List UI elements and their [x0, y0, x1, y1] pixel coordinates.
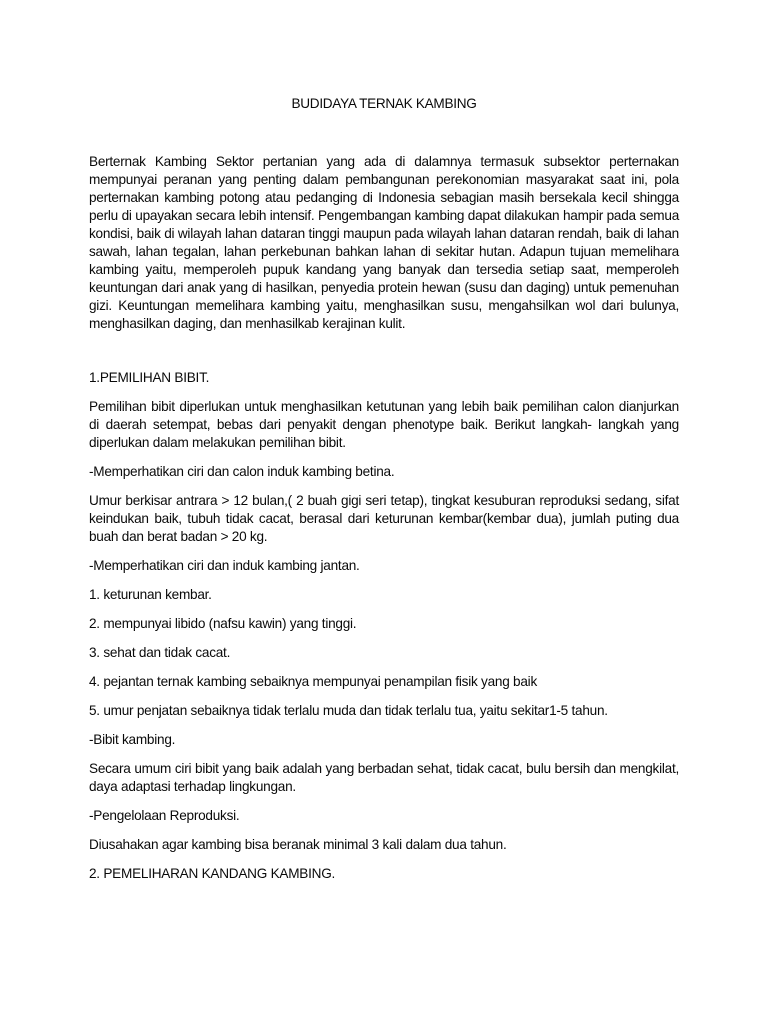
- section-2-heading: 2. PEMELIHARAN KANDANG KAMBING.: [89, 866, 336, 881]
- section-1-intro-paragraph: Pemilihan bibit diperlukan untuk menghasilkan ketutunan yang lebih baik pemilihan calon dianjurkan di daerah setempat, bebas dari penyakit dengan phenotype baik. Berikut langkah- langkah yang diperlukan dalam melakukan pemilihan bibit.: [89, 399, 679, 450]
- male-criteria-item: 1. keturunan kembar.: [89, 587, 212, 602]
- document-title: BUDIDAYA TERNAK KAMBING: [291, 96, 477, 111]
- bibit-paragraph: Secara umum ciri bibit yang baik adalah yang berbadan sehat, tidak cacat, bulu bersih dan mengkilat, daya adaptasi terhadap lingkungan.: [89, 761, 679, 794]
- male-criteria-item: 3. sehat dan tidak cacat.: [89, 645, 231, 660]
- intro-paragraph: Berternak Kambing Sektor pertanian yang ada di dalamnya termasuk subsektor perternakan mempunyai peranan yang penting dalam pembangunan perekonomian masyarakat saat ini, pola perternakan kambing potong atau pedanging di Indonesia sebagian masih bersekala kecil shingga perlu di upayakan secara lebih intensif. Pengembangan kambing dapat dilakukan hampir pada semua kondisi, baik di wilayah lahan dataran tinggi maupun pada wilayah lahan dataran rendah, baik di lahan sawah, lahan tegalan, lahan perkebunan bahkan lahan di sekitar hutan. Adapun tujuan memelihara kambing yaitu, memperoleh pupuk kandang yang banyak dan tersedia setiap saat, memperoleh keuntungan dari anak yang di hasilkan, penyedia protein hewan (susu dan daging) untuk pemenuhan gizi. Keuntungan memelihara kambing yaitu, menghasilkan susu, mengahsilkan wol dari bulunya, menghasilkan daging, dan menhasilkab kerajinan kulit.: [89, 154, 679, 331]
- female-criteria-heading: -Memperhatikan ciri dan calon induk kambing betina.: [89, 464, 395, 479]
- section-1-heading: 1.PEMILIHAN BIBIT.: [89, 370, 210, 385]
- bibit-heading: -Bibit kambing.: [89, 732, 176, 747]
- male-criteria-item: 4. pejantan ternak kambing sebaiknya mempunyai penampilan fisik yang baik: [89, 674, 537, 689]
- reproduction-paragraph: Diusahakan agar kambing bisa beranak minimal 3 kali dalam dua tahun.: [89, 837, 507, 852]
- document-body: [89, 95, 679, 883]
- male-criteria-heading: -Memperhatikan ciri dan induk kambing jantan.: [89, 558, 360, 573]
- male-criteria-item: 5. umur penjatan sebaiknya tidak terlalu muda dan tidak terlalu tua, yaitu sekitar1-5 tahun.: [89, 703, 608, 718]
- female-criteria-paragraph: Umur berkisar antrara > 12 bulan,( 2 buah gigi seri tetap), tingkat kesuburan reproduksi sedang, sifat keindukan baik, tubuh tidak cacat, berasal dari keturunan kembar(kembar dua), jumlah puting dua buah dan berat badan > 20 kg.: [89, 493, 679, 544]
- reproduction-heading: -Pengelolaan Reproduksi.: [89, 808, 240, 823]
- male-criteria-item: 2. mempunyai libido (nafsu kawin) yang tinggi.: [89, 616, 357, 631]
